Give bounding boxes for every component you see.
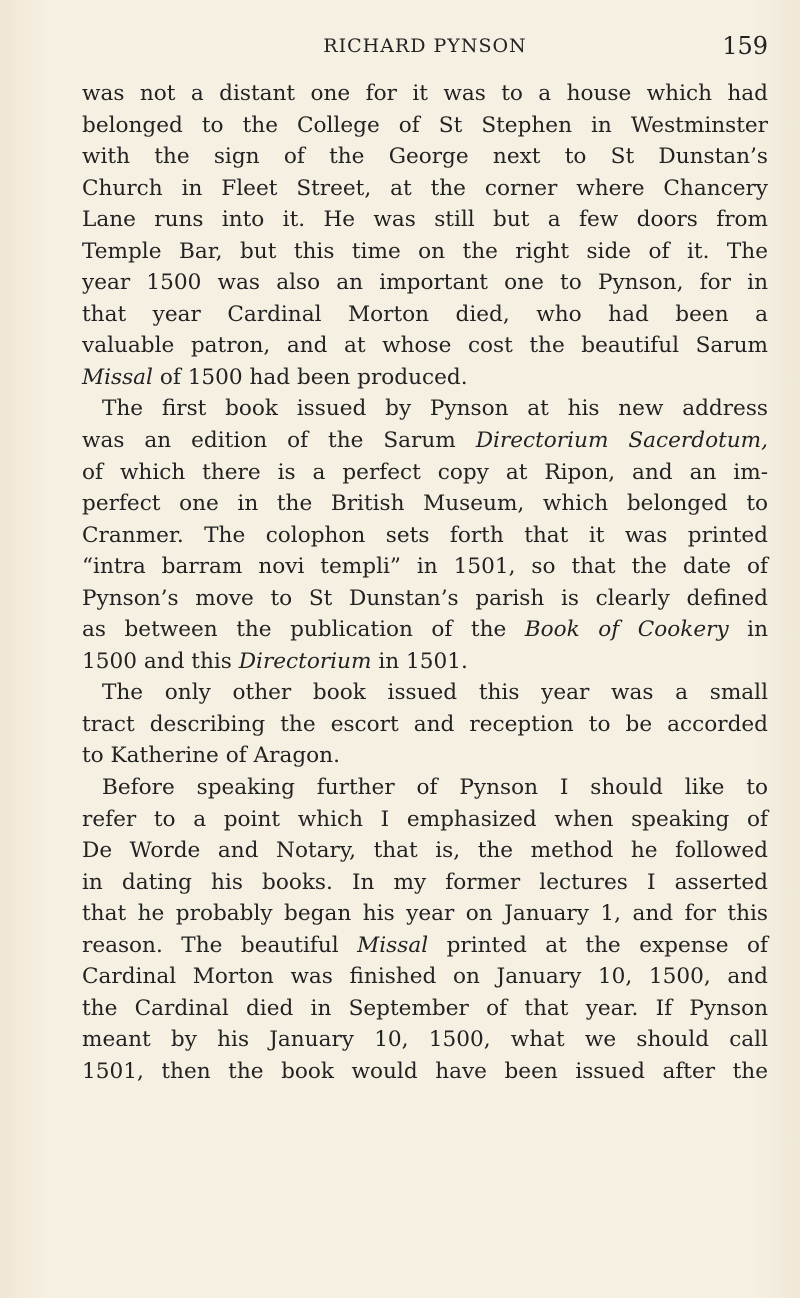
text-line: Pynson’s move to St Dunstan’s parish is clearly defined <box>82 585 768 611</box>
running-title: RICHARD PYNSON <box>323 35 527 57</box>
text-line: The only other book issued this year was a small <box>102 680 768 706</box>
text-line: Church in Fleet Street, at the corner where Chancery <box>82 175 768 201</box>
page-number: 159 <box>722 32 768 60</box>
text-line: Cranmer. The colophon sets forth that it was printed <box>82 522 768 548</box>
text-line: Missal of 1500 had been produced. <box>82 364 468 390</box>
text-line: perfect one in the British Museum, which belonged to <box>82 491 768 517</box>
text-line: that he probably began his year on January 1, and for this <box>82 901 768 927</box>
italic-title: Missal <box>82 364 153 390</box>
text-line: valuable patron, and at whose cost the beautiful Sarum <box>82 333 768 359</box>
text-line: belonged to the College of St Stephen in Westminster <box>82 112 768 138</box>
text-line: was an edition of the Sarum Directorium Sacerdotum, <box>82 428 768 454</box>
text-line: “intra barram novi templi” in 1501, so that the date of <box>82 554 768 580</box>
text-line: De Worde and Notary, that is, the method he followed <box>82 838 768 864</box>
text-line: year 1500 was also an important one to Pynson, for in <box>82 270 768 296</box>
text-line: Temple Bar, but this time on the right side of it. The <box>82 238 768 264</box>
text-line: 1500 and this Directorium in 1501. <box>82 648 468 674</box>
text-line: tract describing the escort and reception to be accorded <box>82 711 768 737</box>
text-line: refer to a point which I emphasized when speaking of <box>82 806 768 832</box>
italic-title: Directorium <box>238 648 372 674</box>
text-line: Cardinal Morton was finished on January 10, 1500, and <box>82 964 768 990</box>
body-text <box>82 78 768 1088</box>
text-line: with the sign of the George next to St Dunstan’s <box>82 144 768 170</box>
text-line: meant by his January 10, 1500, what we should call <box>82 1027 768 1053</box>
text-line: 1501, then the book would have been issued after the <box>82 1058 768 1084</box>
text-line: as between the publication of the Book of Cookery in <box>82 617 768 643</box>
text-line: to Katherine of Aragon. <box>82 743 340 769</box>
running-head <box>82 30 768 62</box>
text-line: that year Cardinal Morton died, who had been a <box>82 301 768 327</box>
text-line: reason. The beautiful Missal printed at the expense of <box>82 932 768 958</box>
text-line: the Cardinal died in September of that year. If Pynson <box>82 995 768 1021</box>
text-line: The first book issued by Pynson at his new address <box>102 396 768 422</box>
text-line: of which there is a perfect copy at Ripon, and an im- <box>82 459 768 485</box>
text-line: Before speaking further of Pynson I should like to <box>102 775 768 801</box>
text-line: in dating his books. In my former lectures I asserted <box>82 869 768 895</box>
italic-title: Book of Cookery <box>524 617 729 643</box>
text-line: was not a distant one for it was to a house which had <box>82 81 768 106</box>
italic-title: Missal <box>357 932 429 958</box>
italic-title: Directorium Sacerdotum, <box>475 428 768 454</box>
text-line: Lane runs into it. He was still but a few doors from <box>82 207 768 233</box>
